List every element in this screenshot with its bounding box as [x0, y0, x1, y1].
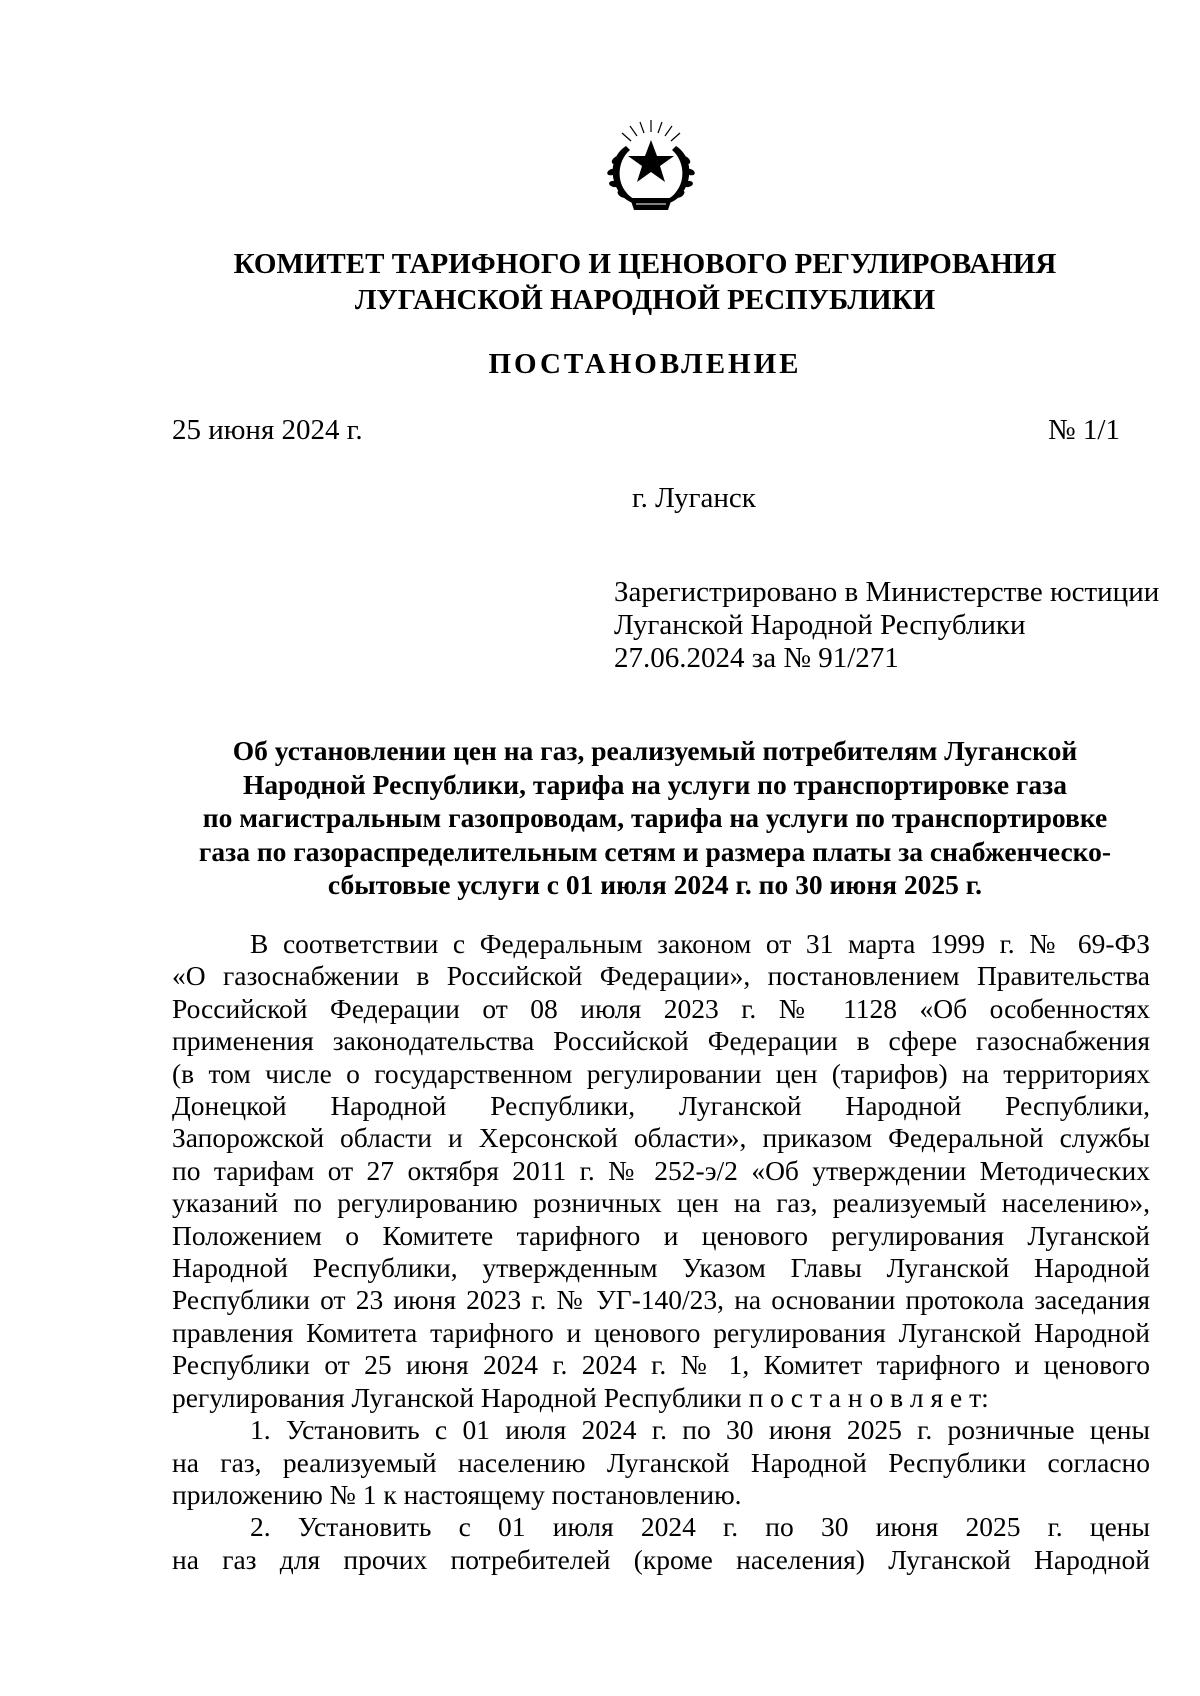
body-line: регулирования Луганской Народной Республики п о с т а н о в л я е т: [172, 1381, 989, 1413]
organization-title-line: ЛУГАНСКОЙ НАРОДНОЙ РЕСПУБЛИКИ [354, 284, 936, 316]
body-line: В соответствии с Федеральным законом от 31 марта 1999 г. № 69-ФЗ [250, 928, 1150, 959]
organization-title [160, 246, 1130, 318]
lnr-emblem-icon [596, 118, 706, 218]
subject-line: Народной Республики, тарифа на услуги по транспортировке газа [243, 768, 1067, 800]
body-line: Республики от 23 июня 2023 г. № УГ-140/23, на основании протокола заседания [172, 1284, 1150, 1316]
body-line: (в том числе о государственном регулировании цен (тарифов) на территориях [172, 1057, 1150, 1089]
body-line: указаний по регулированию розничных цен на газ, реализуемый населению», [172, 1187, 1150, 1219]
document-body [172, 928, 1150, 1576]
subject-line: по магистральным газопроводам, тарифа на услуги по транспортировке [202, 802, 1108, 833]
subject-line: газа по газораспределительным сетям и размера платы за снабженческо- [198, 835, 1112, 867]
item-2-line: 2. Установить с 01 июля 2024 г. по 30 июня 2025 г. цены [250, 1511, 1150, 1543]
item-2-line: на газ для прочих потребителей (кроме населения) Луганской Народной [172, 1543, 1150, 1575]
item-1-line: на газ, реализуемый населению Луганской Народной Республики согласно [172, 1446, 1150, 1478]
registration-line: Зарегистрировано в Министерстве юстиции [614, 576, 1160, 608]
body-line: Республики от 25 июня 2024 г. 2024 г. № 1, Комитет тарифного и ценового [172, 1349, 1150, 1381]
body-line: «О газоснабжении в Российской Федерации», постановлением Правительства [172, 960, 1150, 992]
body-line: по тарифам от 27 октября 2011 г. № 252-э/2 «Об утверждении Методических [172, 1154, 1150, 1186]
body-line: Донецкой Народной Республики, Луганской Народной Республики, [172, 1090, 1150, 1122]
subject-line: Об установлении цен на газ, реализуемый потребителям Луганской [232, 735, 1078, 766]
registration-line: 27.06.2024 за № 91/271 [614, 642, 899, 674]
registration-line: Луганской Народной Республики [614, 609, 1026, 641]
subject-line: сбытовые услуги с 01 июля 2024 г. по 30 июня 2025 г. [327, 869, 983, 900]
document-subject [170, 734, 1140, 902]
document-city: г. Луганск [632, 482, 756, 514]
body-line: применения законодательства Российской Федерации в сфере газоснабжения [172, 1025, 1150, 1057]
document-number: № 1/1 [1048, 414, 1120, 446]
body-line: Российской Федерации от 08 июля 2023 г. № 1128 «Об особенностях [172, 992, 1150, 1024]
organization-title-line: КОМИТЕТ ТАРИФНОГО И ЦЕНОВОГО РЕГУЛИРОВАНИЯ [233, 248, 1057, 280]
body-line: Положением о Комитете тарифного и ценового регулирования Луганской [172, 1219, 1150, 1251]
item-1-line: 1. Установить с 01 июля 2024 г. по 30 июня 2025 г. розничные цены [250, 1414, 1150, 1446]
body-line: Народной Республики, утвержденным Указом Главы Луганской Народной [172, 1252, 1150, 1284]
registration-note [614, 576, 1159, 675]
body-line: Запорожской области и Херсонской области», приказом Федеральной службы [172, 1122, 1150, 1154]
document-date: 25 июня 2024 г. [172, 414, 363, 446]
item-1-line: приложению № 1 к настоящему постановлению. [172, 1478, 742, 1510]
body-line: правления Комитета тарифного и ценового регулирования Луганской Народной [172, 1316, 1150, 1348]
document-type: ПОСТАНОВЛЕНИЕ [488, 348, 802, 380]
